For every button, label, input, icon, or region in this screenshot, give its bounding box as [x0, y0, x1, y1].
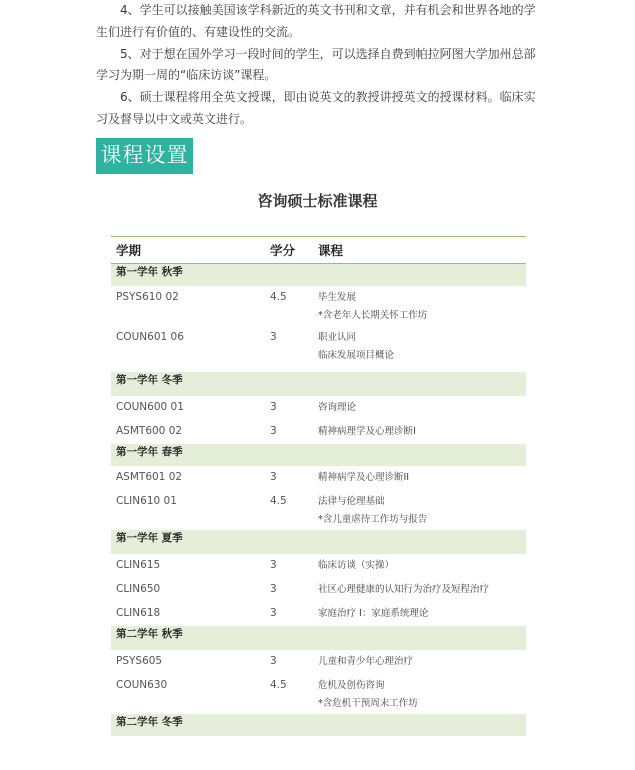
course-note: *含儿童虐待工作坊与报告 — [318, 514, 428, 525]
section-title: 课程设置 — [96, 138, 193, 174]
course-row — [111, 674, 526, 714]
term-row — [111, 372, 526, 396]
header-course: 课程 — [313, 237, 526, 264]
course-code: PSYS605 — [116, 655, 163, 667]
course-row — [111, 396, 526, 420]
course-cell — [313, 674, 526, 714]
term-label: 第一学年 冬季 — [111, 372, 526, 396]
course-credit: 3 — [270, 471, 277, 483]
course-code: COUN600 01 — [116, 401, 184, 413]
course-name: 职业认同 — [318, 332, 357, 343]
intro-text — [96, 0, 536, 131]
course-cell — [313, 554, 526, 578]
course-cell — [313, 286, 526, 326]
course-code: CLIN610 01 — [116, 495, 177, 507]
course-note: *含危机干预周末工作坊 — [318, 698, 418, 709]
course-credit: 4.5 — [270, 679, 287, 691]
course-row — [111, 420, 526, 444]
course-row — [111, 602, 526, 626]
course-name: 法律与伦理基础 — [318, 496, 385, 507]
term-row — [111, 444, 526, 466]
course-credit: 4.5 — [270, 291, 287, 303]
term-row — [111, 264, 526, 287]
table-title: 咨询硕士标准课程 — [257, 192, 378, 210]
term-label: 第一学年 秋季 — [111, 264, 526, 287]
table-body — [111, 264, 526, 737]
course-row — [111, 326, 526, 372]
course-cell — [313, 650, 526, 674]
course-credit: 3 — [270, 607, 277, 619]
term-row — [111, 530, 526, 554]
course-code: CLIN650 — [116, 583, 161, 595]
course-row — [111, 490, 526, 530]
course-code: COUN601 06 — [116, 331, 184, 343]
course-cell — [313, 578, 526, 602]
course-cell — [313, 466, 526, 490]
course-code: COUN630 — [116, 679, 168, 691]
course-credit: 3 — [270, 583, 277, 595]
course-name: 社区心理健康的认知行为治疗及短程治疗 — [318, 584, 490, 595]
course-credit: 3 — [270, 425, 277, 437]
term-label: 第一学年 春季 — [111, 444, 526, 466]
header-credit: 学分 — [265, 237, 313, 264]
course-row — [111, 554, 526, 578]
intro-paragraph-5: 5、对于想在国外学习一段时间的学生，可以选择自费到帕拉阿图大学加州总部学习为期一周的“临床访谈”课程。 — [96, 46, 536, 82]
curriculum-table — [111, 236, 526, 736]
course-note: *含老年人长期关怀工作坊 — [318, 310, 428, 321]
course-name: 咨询理论 — [318, 402, 357, 413]
course-code: PSYS610 02 — [116, 291, 179, 303]
course-code: CLIN618 — [116, 607, 161, 619]
course-credit: 4.5 — [270, 495, 287, 507]
course-code: CLIN615 — [116, 559, 161, 571]
course-cell — [313, 602, 526, 626]
term-label: 第二学年 冬季 — [111, 714, 526, 736]
course-note: 临床发展项目概论 — [318, 350, 395, 361]
course-credit: 3 — [270, 559, 277, 571]
course-name: 精神病理学及心理诊断I — [318, 426, 416, 437]
course-name: 家庭治疗 I：家庭系统理论 — [318, 608, 429, 619]
table-header-row — [111, 237, 526, 264]
course-credit: 3 — [270, 331, 277, 343]
intro-paragraph-4: 4、学生可以接触美国该学科新近的英文书刊和文章，并有机会和世界各地的学生们进行有价值的、有建设性的交流。 — [96, 3, 536, 39]
course-name: 危机及创伤咨询 — [318, 680, 385, 691]
term-label: 第二学年 秋季 — [111, 626, 526, 650]
course-row — [111, 578, 526, 602]
course-name: 临床访谈（实操） — [318, 560, 395, 571]
course-name: 儿童和青少年心理治疗 — [318, 656, 414, 667]
header-term: 学期 — [111, 237, 265, 264]
course-code: ASMT601 02 — [116, 471, 183, 483]
term-row — [111, 626, 526, 650]
intro-paragraph-6: 6、硕士课程将用全英文授课，即由说英文的教授讲授英文的授课材料。临床实习及督导以中文或英文进行。 — [96, 90, 536, 126]
course-name: 毕生发展 — [318, 292, 357, 303]
term-row — [111, 714, 526, 736]
course-credit: 3 — [270, 655, 277, 667]
course-cell — [313, 326, 526, 372]
course-cell — [313, 396, 526, 420]
course-credit: 3 — [270, 401, 277, 413]
course-row — [111, 466, 526, 490]
course-code: ASMT600 02 — [116, 425, 183, 437]
course-cell — [313, 490, 526, 530]
course-row — [111, 650, 526, 674]
course-name: 精神病学及心理诊断II — [318, 472, 410, 483]
course-row — [111, 286, 526, 326]
course-cell — [313, 420, 526, 444]
term-label: 第一学年 夏季 — [111, 530, 526, 554]
